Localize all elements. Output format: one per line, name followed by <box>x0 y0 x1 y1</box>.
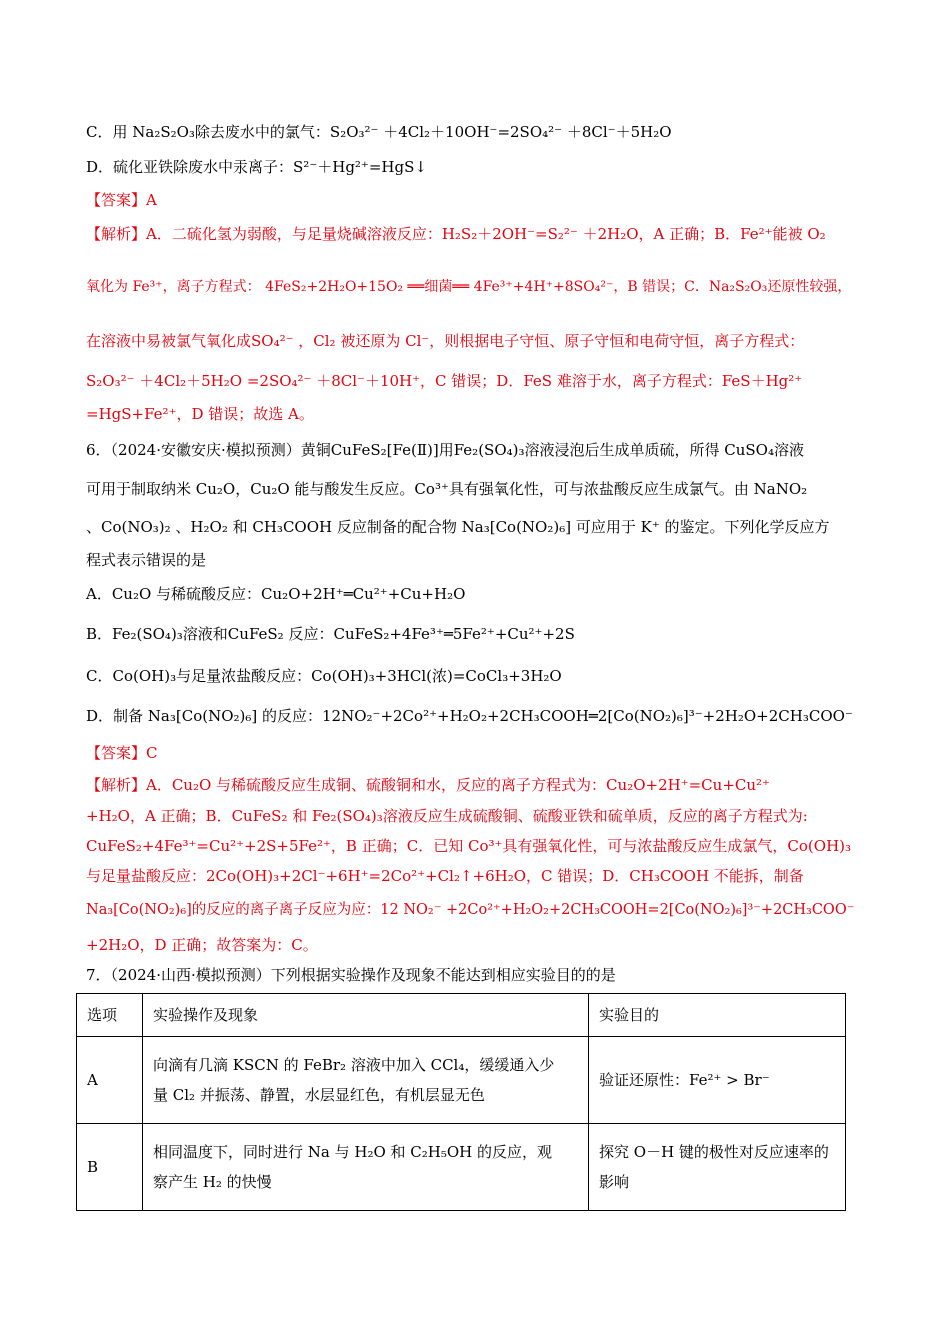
q6-answer: 【答案】C <box>86 744 158 762</box>
operation-line: 察产生 H₂ 的快慢 <box>153 1173 272 1191</box>
q6-stem-line: 6．（2024·安徽安庆·模拟预测）黄铜CuFeS₂[Fe(Ⅱ)]用Fe₂(SO₄)₃溶液浸泡后生成单质硫，所得 CuSO₄溶液 <box>86 441 804 459</box>
table-row <box>77 1124 846 1211</box>
table-header-cell: 实验目的 <box>589 994 846 1037</box>
q6-option-b: B．Fe₂(SO₄)₃溶液和CuFeS₂ 反应：CuFeS₂+4Fe³⁺═5Fe²⁺+Cu²⁺+2S <box>86 625 575 643</box>
q6-analysis-line: CuFeS₂+4Fe³⁺=Cu²⁺+2S+5Fe²⁺，B 正确；C．已知 Co³⁺具有强氧化性，可与浓盐酸反应生成氯气，Co(OH)₃ <box>86 837 852 855</box>
q6-stem-line: 可用于制取纳米 Cu₂O，Cu₂O 能与酸发生反应。Co³⁺具有强氧化性，可与浓盐酸反应生成氯气。由 NaNO₂ <box>86 480 808 498</box>
q6-analysis-line: Na₃[Co(NO₂)₆]的反应的离子离子反应为应：12 NO₂⁻ +2Co²⁺+H₂O₂+2CH₃COOH=2[Co(NO₂)₆]³⁻+2CH₃COO⁻ <box>86 902 855 918</box>
table-row <box>77 1037 846 1124</box>
q5-option-d: D．硫化亚铁除废水中汞离子：S²⁻＋Hg²⁺=HgS↓ <box>86 158 427 176</box>
q5-analysis-line: =HgS+Fe²⁺，D 错误；故选 A。 <box>86 405 314 423</box>
operation-line: 向滴有几滴 KSCN 的 FeBr₂ 溶液中加入 CCl₄，缓缓通入少 <box>153 1056 555 1074</box>
table-cell-operation <box>143 1037 589 1124</box>
q6-analysis-line: 【解析】A．Cu₂O 与稀硫酸反应生成铜、硫酸铜和水，反应的离子方程式为：Cu₂O+2H⁺=Cu+Cu²⁺ <box>86 776 770 794</box>
table-header-cell: 选项 <box>77 994 143 1037</box>
table-cell-option: A <box>77 1037 143 1124</box>
q6-option-d: D．制备 Na₃[Co(NO₂)₆] 的反应：12NO₂⁻+2Co²⁺+H₂O₂+2CH₃COOH═2[Co(NO₂)₆]³⁻+2H₂O+2CH₃COO⁻ <box>86 707 853 725</box>
q7-stem: 7．（2024·山西·模拟预测）下列根据实验操作及现象不能达到相应实验目的的是 <box>86 966 616 984</box>
q5-analysis-line: 【解析】A．二硫化氢为弱酸，与足量烧碱溶液反应：H₂S₂＋2OH⁻=S₂²⁻ ＋2H₂O，A 正确；B．Fe²⁺能被 O₂ <box>86 225 826 243</box>
q5-answer: 【答案】A <box>86 191 157 209</box>
q6-stem-line: 、Co(NO₃)₂ 、H₂O₂ 和 CH₃COOH 反应制备的配合物 Na₃[Co(NO₂)₆] 可应用于 K⁺ 的鉴定。下列化学反应方 <box>86 518 830 536</box>
q5-option-c: C．用 Na₂S₂O₃除去废水中的氯气：S₂O₃²⁻ ＋4Cl₂＋10OH⁻=2SO₄²⁻ ＋8Cl⁻＋5H₂O <box>86 123 672 141</box>
q5-analysis-line: 在溶液中易被氯气氧化成SO₄²⁻ ，Cl₂ 被还原为 Cl⁻，则根据电子守恒、原子守恒和电荷守恒，离子方程式： <box>86 332 805 350</box>
q6-analysis-line: 与足量盐酸反应：2Co(OH)₃+2Cl⁻+6H⁺=2Co²⁺+Cl₂↑+6H₂O，C 错误；D．CH₃COOH 不能拆，制备 <box>86 867 804 885</box>
table-cell-purpose: 验证还原性：Fe²⁺ > Br⁻ <box>589 1037 846 1124</box>
q6-analysis-line: +2H₂O，D 正确；故答案为：C。 <box>86 936 318 954</box>
operation-line: 相同温度下，同时进行 Na 与 H₂O 和 C₂H₅OH 的反应，观 <box>153 1143 553 1161</box>
q6-option-c: C．Co(OH)₃与足量浓盐酸反应：Co(OH)₃+3HCl(浓)=CoCl₃+3H₂O <box>86 667 562 685</box>
table-cell-option: B <box>77 1124 143 1211</box>
table-header-row <box>77 994 846 1037</box>
q6-option-a: A．Cu₂O 与稀硫酸反应：Cu₂O+2H⁺═Cu²⁺+Cu+H₂O <box>86 585 466 603</box>
q6-analysis-line: +H₂O，A 正确；B．CuFeS₂ 和 Fe₂(SO₄)₃溶液反应生成硫酸铜、硫酸亚铁和硫单质，反应的离子方程式为: <box>86 807 808 825</box>
table-cell-purpose: 探究 O－H 键的极性对反应速率的影响 <box>589 1124 846 1211</box>
table-header-cell: 实验操作及现象 <box>143 994 589 1037</box>
table-cell-operation <box>143 1124 589 1211</box>
q6-stem-line: 程式表示错误的是 <box>86 551 207 569</box>
q5-analysis-line: 氧化为 Fe³⁺，离子方程式： 4FeS₂+2H₂O+15O₂ ══细菌══ 4Fe³⁺+4H⁺+8SO₄²⁻，B 错误；C．Na₂S₂O₃还原性较强， <box>86 279 852 295</box>
operation-line: 量 Cl₂ 并振荡、静置，水层显红色，有机层显无色 <box>153 1086 485 1104</box>
q5-analysis-line: S₂O₃²⁻ ＋4Cl₂＋5H₂O =2SO₄²⁻ ＋8Cl⁻＋10H⁺，C 错误；D．FeS 难溶于水，离子方程式：FeS＋Hg²⁺ <box>86 372 803 390</box>
experiment-table <box>76 993 846 1211</box>
